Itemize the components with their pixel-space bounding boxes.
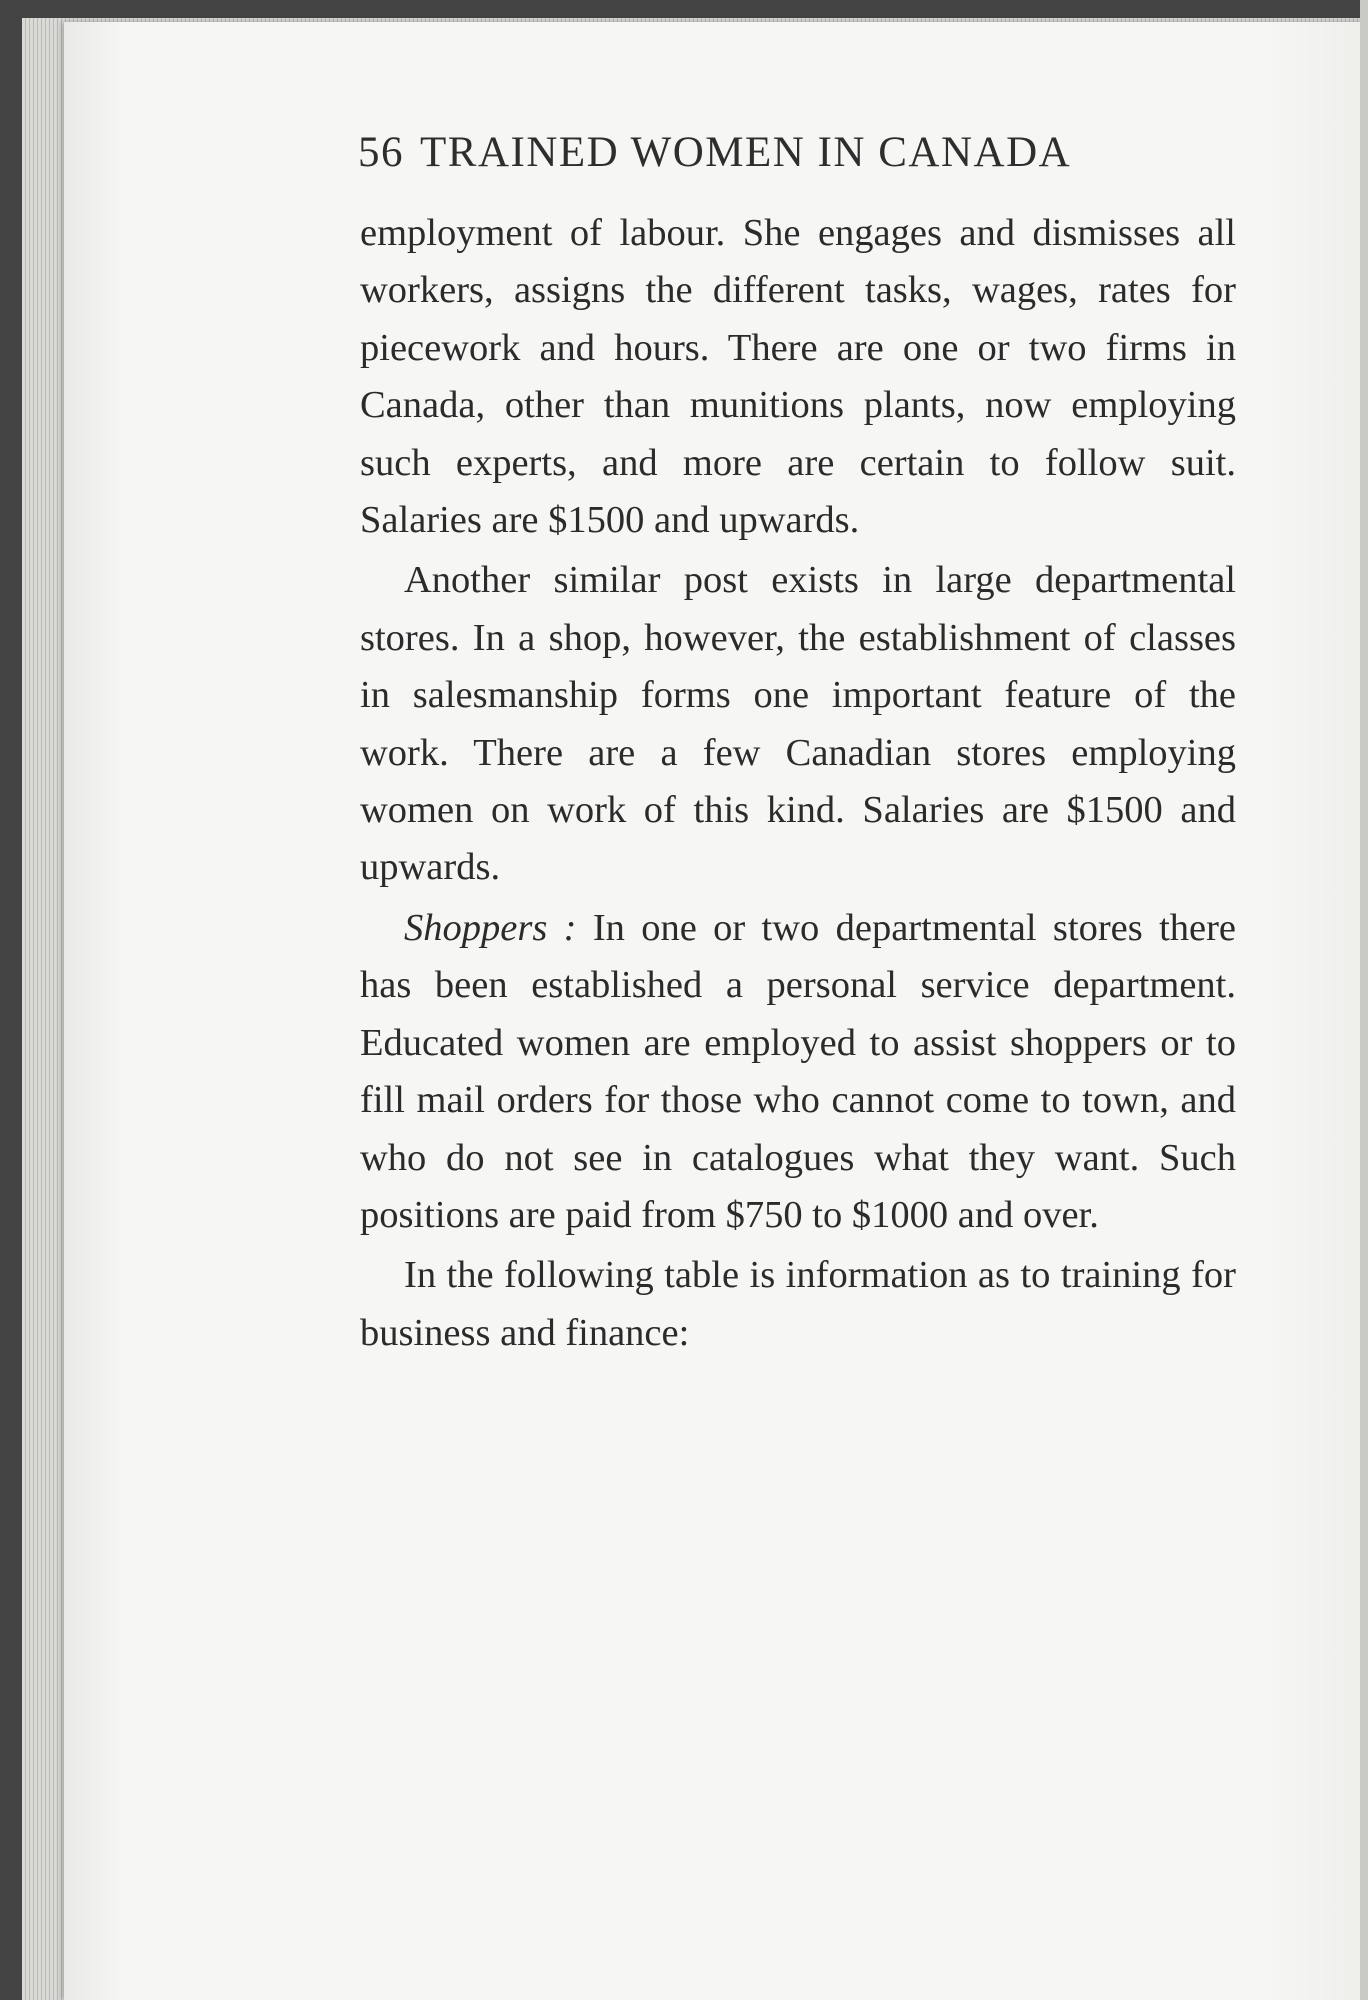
running-title: TRAINED WOMEN IN CANADA	[420, 129, 1072, 176]
paragraph-departmental-stores: Another similar post exists in large departmental stores. In a shop, however, the establishment of classes in salesmanship forms one important feature of the work. There are a few Canadian stores employing women on work of this kind. Salaries are $1500 and upwards.	[360, 559, 1236, 889]
body-text	[360, 205, 1236, 1365]
paragraph-shoppers	[360, 900, 1236, 1244]
shoppers-heading: Shoppers :	[404, 906, 577, 949]
paragraph-continued: employment of labour. She engages and dismisses all workers, assigns the different tasks, wages, rates for piecework and hours. There are one or two firms in Canada, other than munitions plants, now employing such experts, and more are certain to follow suit. Salaries are $1500 and upwards.	[360, 212, 1236, 542]
page-number: 56	[358, 129, 404, 176]
scan-right-edge	[1360, 0, 1368, 2000]
shoppers-body: In one or two departmental stores there has been established a personal service department. Educated women are employed to assist shoppers or to fill mail orders for those who cannot come to town, and who do not see in catalogues what they want. Such positions are paid from $750 to $1000 and over.	[360, 906, 1237, 1236]
paragraph-table-intro: In the following table is information as to training for business and finance:	[360, 1254, 1236, 1354]
running-header	[358, 128, 1258, 177]
